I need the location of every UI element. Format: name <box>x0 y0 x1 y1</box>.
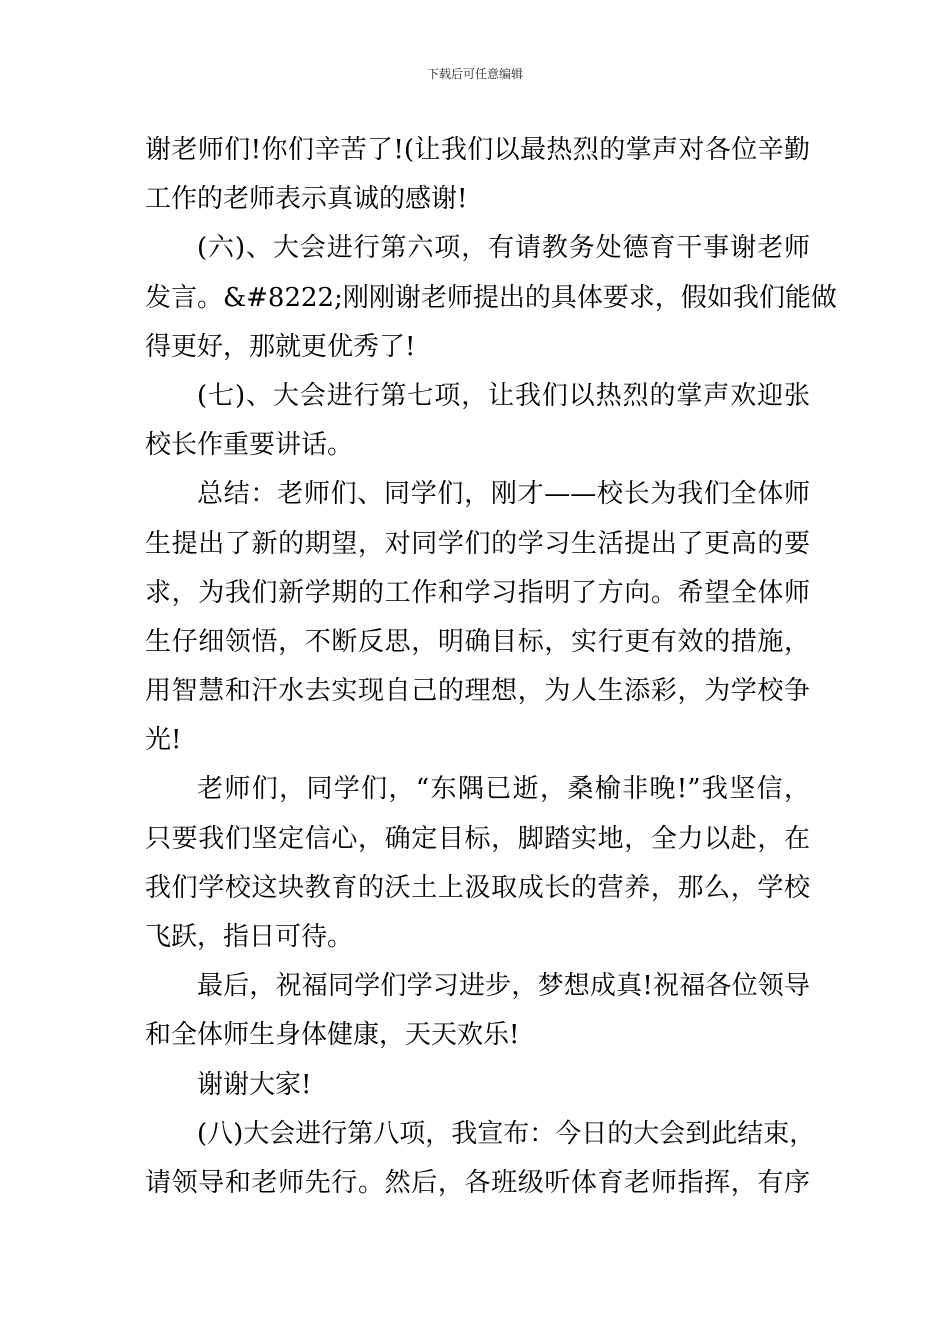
text-line: 最后，祝福同学们学习进步，梦想成真!祝福各位领导 <box>197 971 810 1002</box>
text-line: 总结：老师们、同学们，刚才——校长为我们全体师 <box>197 479 810 510</box>
page-header: 下载后可任意编辑 <box>426 67 523 81</box>
text-line: 飞跃，指日可待。 <box>145 922 354 952</box>
text-line: 用智慧和汗水去实现自己的理想，为人生添彩，为学校争 <box>145 676 810 707</box>
text-line: 谢谢大家! <box>197 1069 312 1100</box>
text-line: 求，为我们新学期的工作和学习指明了方向。希望全体师 <box>145 577 810 608</box>
text-line: 只要我们坚定信心，确定目标，脚踏实地，全力以赴，在 <box>145 823 810 854</box>
text-line: 谢老师们!你们辛苦了!(让我们以最热烈的掌声对各位辛勤 <box>145 135 810 165</box>
document-body <box>145 126 837 1208</box>
text-line: 发言。&#8222;刚刚谢老师提出的具体要求，假如我们能做 <box>145 282 837 313</box>
text-line: (六)、大会进行第六项，有请教务处德育干事谢老师 <box>197 233 810 264</box>
text-line: 校长作重要讲话。 <box>145 430 354 461</box>
text-line: 生仔细领悟，不断反思，明确目标，实行更有效的措施， <box>145 626 810 657</box>
text-line: 我们学校这块教育的沃土上汲取成长的营养，那么，学校 <box>145 872 810 903</box>
text-line: 老师们，同学们，“东隅已逝，桑榆非晚!”我坚信， <box>197 774 810 805</box>
text-line: 得更好，那就更优秀了! <box>145 331 416 362</box>
text-line: (八)大会进行第八项，我宣布：今日的大会到此结束， <box>197 1118 816 1149</box>
text-line: 生提出了新的期望，对同学们的学习生活提出了更高的要 <box>145 528 810 559</box>
text-line: 工作的老师表示真诚的感谢! <box>145 184 468 215</box>
text-line: 和全体师生身体健康，天天欢乐! <box>145 1020 520 1051</box>
text-line: 请领导和老师先行。然后，各班级听体育老师指挥，有序 <box>145 1167 810 1198</box>
text-line: (七)、大会进行第七项，让我们以热烈的掌声欢迎张 <box>197 380 810 411</box>
text-line: 光! <box>145 725 182 756</box>
